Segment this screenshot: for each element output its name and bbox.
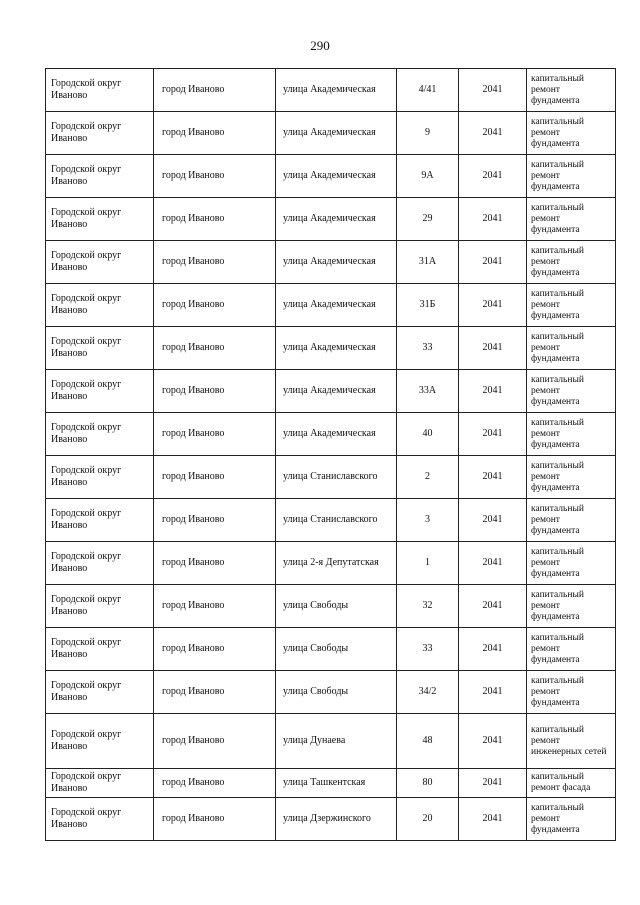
house-number-cell: 33А xyxy=(397,370,459,413)
table-row xyxy=(46,585,616,628)
table-row xyxy=(46,628,616,671)
house-number-cell: 3 xyxy=(397,499,459,542)
region-cell: Городской округ Иваново xyxy=(46,413,154,456)
work-type-cell: капитальный ремонт фундамента xyxy=(527,456,616,499)
work-type-cell: капитальный ремонт фундамента xyxy=(527,241,616,284)
city-cell: город Иваново xyxy=(154,542,276,585)
city-cell: город Иваново xyxy=(154,112,276,155)
year-cell: 2041 xyxy=(459,499,527,542)
street-cell: улица 2-я Депутатская xyxy=(276,542,397,585)
street-cell: улица Академическая xyxy=(276,370,397,413)
region-cell: Городской округ Иваново xyxy=(46,198,154,241)
year-cell: 2041 xyxy=(459,112,527,155)
house-number-cell: 9А xyxy=(397,155,459,198)
street-cell: улица Академическая xyxy=(276,112,397,155)
city-cell: город Иваново xyxy=(154,370,276,413)
city-cell: город Иваново xyxy=(154,456,276,499)
city-cell: город Иваново xyxy=(154,671,276,714)
city-cell: город Иваново xyxy=(154,198,276,241)
house-number-cell: 4/41 xyxy=(397,69,459,112)
table-row xyxy=(46,155,616,198)
year-cell: 2041 xyxy=(459,241,527,284)
table-row xyxy=(46,769,616,798)
region-cell: Городской округ Иваново xyxy=(46,69,154,112)
region-cell: Городской округ Иваново xyxy=(46,284,154,327)
region-cell: Городской округ Иваново xyxy=(46,798,154,841)
table-row xyxy=(46,284,616,327)
street-cell: улица Академическая xyxy=(276,155,397,198)
region-cell: Городской округ Иваново xyxy=(46,542,154,585)
table-row xyxy=(46,69,616,112)
year-cell: 2041 xyxy=(459,714,527,769)
city-cell: город Иваново xyxy=(154,798,276,841)
house-number-cell: 80 xyxy=(397,769,459,798)
region-cell: Городской округ Иваново xyxy=(46,112,154,155)
year-cell: 2041 xyxy=(459,798,527,841)
street-cell: улица Свободы xyxy=(276,671,397,714)
region-cell: Городской округ Иваново xyxy=(46,327,154,370)
street-cell: улица Ташкентская xyxy=(276,769,397,798)
house-number-cell: 40 xyxy=(397,413,459,456)
year-cell: 2041 xyxy=(459,370,527,413)
street-cell: улица Академическая xyxy=(276,413,397,456)
street-cell: улица Академическая xyxy=(276,69,397,112)
city-cell: город Иваново xyxy=(154,499,276,542)
work-type-cell: капитальный ремонт фундамента xyxy=(527,370,616,413)
year-cell: 2041 xyxy=(459,456,527,499)
work-type-cell: капитальный ремонт фундамента xyxy=(527,327,616,370)
year-cell: 2041 xyxy=(459,198,527,241)
table-row xyxy=(46,714,616,769)
house-number-cell: 31А xyxy=(397,241,459,284)
table-body xyxy=(46,69,616,841)
city-cell: город Иваново xyxy=(154,769,276,798)
work-type-cell: капитальный ремонт инженерных сетей xyxy=(527,714,616,769)
year-cell: 2041 xyxy=(459,413,527,456)
city-cell: город Иваново xyxy=(154,714,276,769)
street-cell: улица Академическая xyxy=(276,241,397,284)
table-row xyxy=(46,198,616,241)
year-cell: 2041 xyxy=(459,585,527,628)
city-cell: город Иваново xyxy=(154,155,276,198)
street-cell: улица Станиславского xyxy=(276,499,397,542)
city-cell: город Иваново xyxy=(154,327,276,370)
city-cell: город Иваново xyxy=(154,69,276,112)
table-row xyxy=(46,370,616,413)
city-cell: город Иваново xyxy=(154,628,276,671)
region-cell: Городской округ Иваново xyxy=(46,370,154,413)
house-number-cell: 33 xyxy=(397,628,459,671)
street-cell: улица Дзержинского xyxy=(276,798,397,841)
year-cell: 2041 xyxy=(459,769,527,798)
work-type-cell: капитальный ремонт фундамента xyxy=(527,198,616,241)
house-number-cell: 2 xyxy=(397,456,459,499)
year-cell: 2041 xyxy=(459,69,527,112)
year-cell: 2041 xyxy=(459,542,527,585)
table-row xyxy=(46,542,616,585)
house-number-cell: 33 xyxy=(397,327,459,370)
city-cell: город Иваново xyxy=(154,413,276,456)
table-row xyxy=(46,671,616,714)
city-cell: город Иваново xyxy=(154,585,276,628)
year-cell: 2041 xyxy=(459,155,527,198)
house-number-cell: 31Б xyxy=(397,284,459,327)
work-type-cell: капитальный ремонт фундамента xyxy=(527,284,616,327)
city-cell: город Иваново xyxy=(154,284,276,327)
work-type-cell: капитальный ремонт фундамента xyxy=(527,585,616,628)
table-row xyxy=(46,112,616,155)
table-row xyxy=(46,413,616,456)
region-cell: Городской округ Иваново xyxy=(46,714,154,769)
region-cell: Городской округ Иваново xyxy=(46,499,154,542)
work-type-cell: капитальный ремонт фундамента xyxy=(527,542,616,585)
house-number-cell: 1 xyxy=(397,542,459,585)
work-type-cell: капитальный ремонт фундамента xyxy=(527,798,616,841)
house-number-cell: 9 xyxy=(397,112,459,155)
work-type-cell: капитальный ремонт фундамента xyxy=(527,628,616,671)
year-cell: 2041 xyxy=(459,628,527,671)
work-type-cell: капитальный ремонт фундамента xyxy=(527,499,616,542)
street-cell: улица Академическая xyxy=(276,327,397,370)
work-type-cell: капитальный ремонт фундамента xyxy=(527,112,616,155)
work-type-cell: капитальный ремонт фундамента xyxy=(527,671,616,714)
table-row xyxy=(46,241,616,284)
year-cell: 2041 xyxy=(459,327,527,370)
work-type-cell: капитальный ремонт фундамента xyxy=(527,69,616,112)
street-cell: улица Свободы xyxy=(276,585,397,628)
street-cell: улица Академическая xyxy=(276,284,397,327)
city-cell: город Иваново xyxy=(154,241,276,284)
table-row xyxy=(46,327,616,370)
work-type-cell: капитальный ремонт фасада xyxy=(527,769,616,798)
repair-schedule-table xyxy=(45,68,616,841)
table-row xyxy=(46,456,616,499)
street-cell: улица Свободы xyxy=(276,628,397,671)
table-row xyxy=(46,798,616,841)
region-cell: Городской округ Иваново xyxy=(46,628,154,671)
house-number-cell: 20 xyxy=(397,798,459,841)
work-type-cell: капитальный ремонт фундамента xyxy=(527,155,616,198)
house-number-cell: 34/2 xyxy=(397,671,459,714)
region-cell: Городской округ Иваново xyxy=(46,456,154,499)
region-cell: Городской округ Иваново xyxy=(46,585,154,628)
region-cell: Городской округ Иваново xyxy=(46,155,154,198)
region-cell: Городской округ Иваново xyxy=(46,241,154,284)
region-cell: Городской округ Иваново xyxy=(46,769,154,798)
table-row xyxy=(46,499,616,542)
year-cell: 2041 xyxy=(459,671,527,714)
street-cell: улица Дунаева xyxy=(276,714,397,769)
house-number-cell: 48 xyxy=(397,714,459,769)
house-number-cell: 32 xyxy=(397,585,459,628)
year-cell: 2041 xyxy=(459,284,527,327)
house-number-cell: 29 xyxy=(397,198,459,241)
work-type-cell: капитальный ремонт фундамента xyxy=(527,413,616,456)
page-number: 290 xyxy=(310,38,330,53)
street-cell: улица Академическая xyxy=(276,198,397,241)
region-cell: Городской округ Иваново xyxy=(46,671,154,714)
street-cell: улица Станиславского xyxy=(276,456,397,499)
